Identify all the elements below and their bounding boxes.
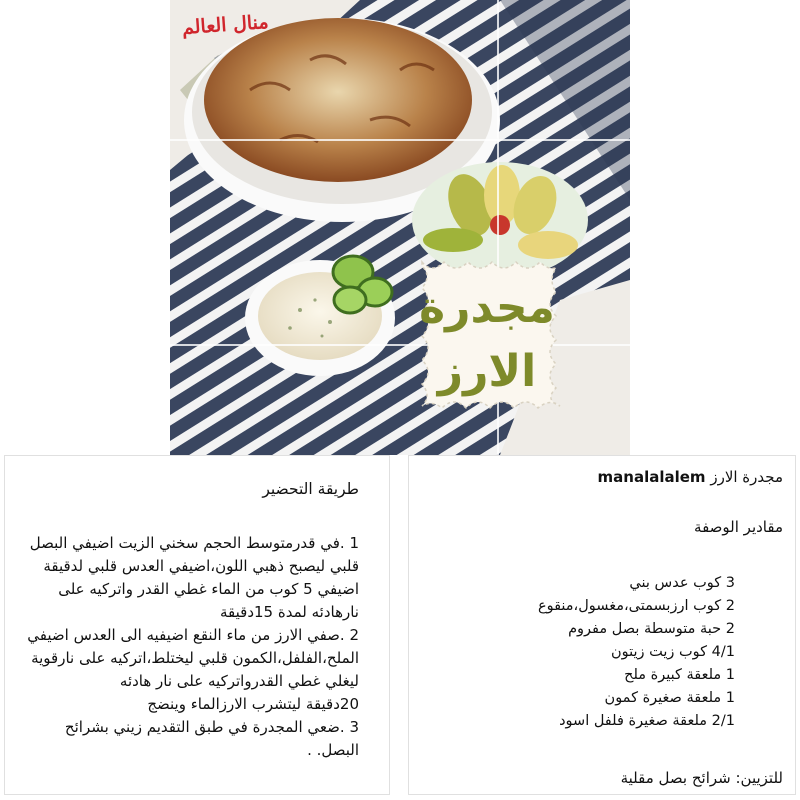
dish-title-line1: مجدرة	[419, 282, 555, 333]
method-step-1: 1 .في قدرمتوسط الحجم سخني الزيت اضيفي البصل قلبي ليصبح ذهبي اللون،اضيفي العدس قلبي لدقيقة اضيفي 5 كوب من الماء غطي القدر واتركيه على نارهادئه لمدة 15دقيقة	[29, 534, 359, 621]
ingredient-item: 1 ملعقة كبيرة ملح	[624, 667, 735, 683]
ingredient-item: 1 ملعقة صغيرة كمون	[604, 690, 735, 706]
method-step-3: 3 .ضعي المجدرة في طبق التقديم زيني بشرائح البصل. .	[64, 718, 359, 759]
ingredients-list	[423, 572, 783, 733]
recipe-title: مجدرة الارز	[710, 468, 783, 486]
ingredient-item: 2 حبة متوسطة بصل مفروم	[568, 621, 735, 637]
method-step-2-cont: 20دقيقة ليتشرب الارزالماء وينضج	[147, 695, 359, 713]
ingredient-item: 3 كوب عدس بني	[629, 575, 735, 591]
ingredients-heading: مقادير الوصفة	[694, 518, 783, 536]
method-heading: طريقة التحضير	[262, 480, 359, 498]
author-handle[interactable]: manalalalem	[597, 468, 706, 486]
dish-title-line2: الارز	[437, 346, 537, 397]
garnish-note: للتزيين: شرائح بصل مقلية	[620, 769, 783, 787]
method-card	[4, 455, 390, 795]
recipe-header	[423, 468, 783, 486]
brand-logo: منال العالم	[181, 11, 270, 39]
ingredient-item: 2/1 ملعقة صغيرة فلفل اسود	[559, 713, 735, 729]
method-step-2: 2 .صفي الارز من ماء النقع اضيفيه الى العدس اضيفي الملح،الفلفل،الكمون قلبي ليختلط،اتركيه على نارقوية ليغلي غطي القدرواتركيه على نار هادئه	[27, 626, 359, 690]
recipe-photo	[170, 0, 630, 455]
ingredients-card	[408, 455, 796, 795]
ingredient-item: 2 كوب ارزبسمتى،مغسول،منقوع	[537, 598, 735, 614]
ingredient-item: 4/1 كوب زيت زيتون	[610, 644, 735, 660]
